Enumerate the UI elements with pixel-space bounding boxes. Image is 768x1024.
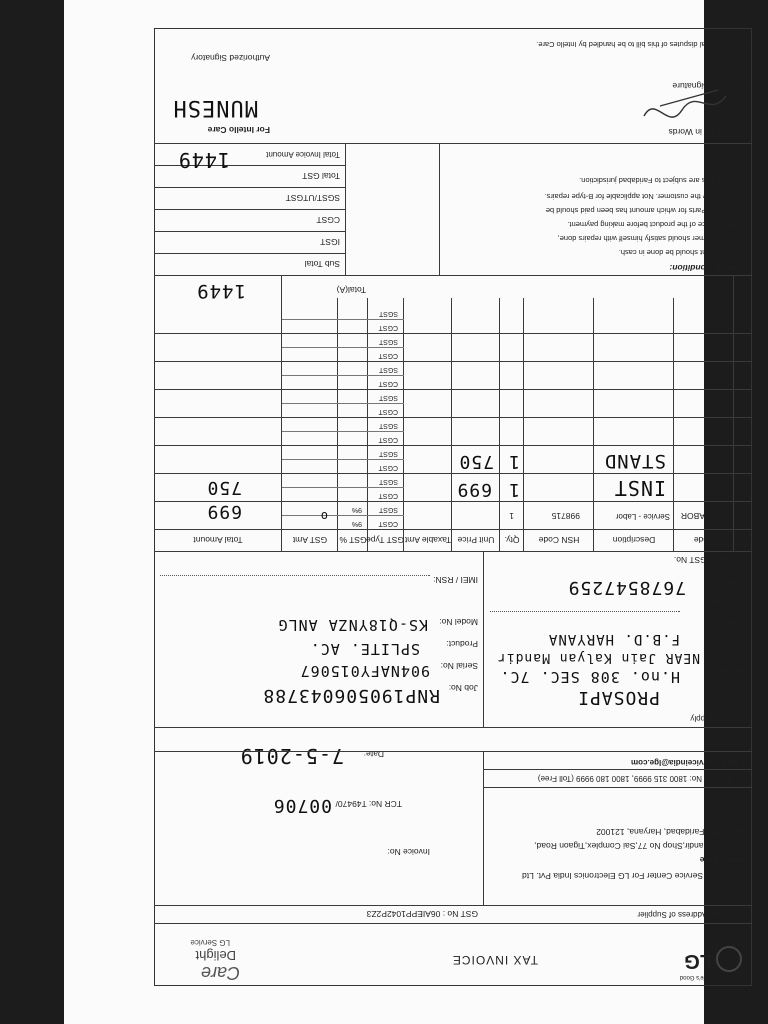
row2-qty: 1	[508, 479, 520, 500]
model-value: KS-Q18YNZA ANLG	[277, 616, 428, 634]
row1-qty: 1	[509, 511, 514, 521]
summary-total-invoice-label: Total Invoice Amount	[266, 150, 340, 159]
gst-type-label: SGST	[378, 422, 398, 429]
gst-subrow-divider	[282, 347, 404, 348]
gst-subrow-divider	[282, 319, 404, 320]
product-value: SPLITE. AC.	[309, 640, 420, 658]
header-gst-type: GST Type	[366, 535, 404, 545]
gst-type-label: CGST	[378, 492, 398, 499]
supplier-line-4: Sector-86, Faridabad, Haryana, 121002	[596, 827, 746, 837]
terms-line-5: retained by the customer. Not applicable for B-type repairs.	[544, 192, 740, 201]
line-above-items	[154, 551, 752, 552]
item-row-divider	[154, 501, 752, 502]
header-description: Description	[612, 535, 656, 545]
header-taxable: Taxable Amt	[404, 535, 452, 545]
col-sep-5	[499, 298, 500, 552]
invoice-sheet	[132, 0, 768, 1010]
item-row-number: 2	[740, 483, 746, 493]
items-header-bottom	[154, 529, 752, 530]
item-row-number: 6	[740, 371, 746, 381]
item-row-divider	[154, 417, 752, 418]
gst-type-label: CGST	[378, 352, 398, 359]
gst-type-label: SGST	[378, 478, 398, 485]
customer-address-2: NEAR Jain Kalyan Mandir	[496, 650, 700, 665]
eoe: E & O.E	[717, 61, 748, 71]
care-brand-line-1: Care	[200, 963, 240, 983]
pin-dots	[490, 611, 680, 612]
row1-total: 699	[206, 501, 242, 522]
product-label: Product:	[446, 639, 478, 649]
serial-value: 904NAFY015067	[299, 662, 430, 680]
customer-divider	[483, 552, 484, 728]
col-sep-6	[451, 298, 452, 552]
lg-brand: LG	[684, 950, 712, 972]
item-row-divider	[154, 389, 752, 390]
customer-name: PROSAPI	[577, 687, 660, 708]
row3-unit-price: 750	[458, 451, 494, 472]
header-qty: Qty.	[504, 535, 520, 545]
header-total: Total Amount	[193, 535, 243, 545]
terms-line-4: 3. Defective Parts for which amount has been paid should be	[545, 206, 748, 215]
total-a-label: Total(A)	[336, 285, 366, 295]
customer-mobile: 7678547259	[567, 577, 686, 598]
total-a-value: 1449	[196, 280, 246, 302]
job-label: Job No:	[448, 683, 478, 693]
supplier-line-3: Near Sai Mandir,Shop No 77,Sai Complex,Tigaon Road,	[534, 841, 746, 851]
item-row-divider	[154, 361, 752, 362]
line-below-summary	[154, 143, 752, 144]
col-sep-7	[403, 298, 404, 552]
gst-subrow-divider	[282, 515, 404, 516]
header-gst-amt: GST Amt	[292, 535, 328, 545]
gst-type-label: SGST	[378, 310, 398, 317]
date-value: 7-5-2019	[239, 744, 344, 768]
model-label: Model No:	[439, 617, 478, 627]
gst-subrow-divider	[282, 487, 404, 488]
terms-title: Terms & Condition:	[669, 263, 748, 273]
invoice-title: TAX INVOICE	[451, 953, 538, 967]
customer-city: F.B.D. HARYANA	[547, 631, 680, 647]
gst-type-label: CGST	[378, 464, 398, 471]
invoice-paper	[64, 0, 749, 1024]
row2-unit-price: 699	[456, 479, 492, 500]
customer-signature-label: Customer Signature	[672, 81, 748, 91]
item-row-number: 4	[740, 427, 746, 437]
summary-sgst-label: SGST/UTGST	[285, 193, 340, 203]
col-sep-8	[367, 298, 368, 552]
customer-signature-scribble	[640, 84, 730, 124]
gst-type-label: SGST	[378, 366, 398, 373]
item-row-divider	[154, 473, 752, 474]
pin-label: Pin Code :	[706, 597, 746, 607]
gst-type-label: CGST	[378, 436, 398, 443]
terms-line-2: 2. The Customer should satisfy himself with repairs done,	[557, 234, 748, 243]
row1-sgst-pct: 9%	[351, 506, 362, 513]
summary-subtotal-label: Sub Total	[304, 259, 340, 269]
terms-line-3: performance of the product before making payment.	[567, 220, 740, 229]
line-below-total-a	[154, 275, 752, 276]
summary-row-divider	[154, 187, 346, 188]
for-intello-care: For Intello Care	[207, 125, 270, 135]
grand-total-label: Grand Total in Words	[668, 127, 748, 137]
summary-igst-label: IGST	[320, 237, 340, 247]
col-sep-9	[337, 298, 338, 552]
email: E-Mail : serviceindia@lge.com	[631, 758, 746, 767]
care-brand-line-3: LG Service	[190, 938, 230, 947]
supplier-gst: GST No : 06AIEPP1042P2Z3	[366, 909, 478, 919]
col-sep-10	[281, 276, 282, 552]
imei-dots	[160, 575, 430, 576]
signature: MUNESH	[172, 95, 258, 120]
header-unit-price: Unit Price	[457, 535, 495, 545]
col-sep-2	[673, 298, 674, 552]
line-below-place-supply	[154, 727, 752, 728]
dark-background-left	[0, 0, 66, 1024]
row3-description: STAND	[603, 450, 666, 472]
item-row-number: 7	[740, 343, 746, 353]
line-above-helpline	[484, 787, 752, 788]
gst-subrow-divider	[282, 431, 404, 432]
summary-row-divider	[154, 253, 346, 254]
gst-type-label: SGST	[378, 506, 398, 513]
date-label: Date:	[363, 749, 384, 759]
tcr-number: 00706	[272, 795, 332, 816]
header-code: Code	[693, 535, 715, 545]
col-sep-3	[593, 298, 594, 552]
place-of-supply: Place of Supply	[690, 714, 746, 723]
gst-type-label: SGST	[378, 394, 398, 401]
col-sep-4	[523, 298, 524, 552]
lg-logo-icon	[716, 946, 742, 972]
gst-type-label: CGST	[378, 380, 398, 387]
invoice-number-label: Invoice No:	[387, 847, 430, 857]
summary-label-divider	[345, 144, 346, 276]
row1-code: SVC-LABOR	[680, 511, 730, 521]
job-value: RNP190506043788	[262, 685, 440, 706]
item-row-number: 3	[740, 455, 746, 465]
summary-row-divider	[154, 231, 346, 232]
gst-type-label: CGST	[378, 324, 398, 331]
summary-total-invoice-value: 1449	[177, 148, 230, 172]
gst-type-label: CGST	[378, 408, 398, 415]
header-sno: S. No.	[737, 533, 749, 548]
lg-tagline: Life's Good	[679, 974, 710, 980]
item-row-number: 5	[740, 399, 746, 409]
helpline: LG Helpline No: 1800 315 9999, 1800 180 9999 (Toll Free)	[537, 774, 746, 783]
supplier-section-label: Name and Address of Supplier	[637, 910, 746, 919]
item-row-number: 8	[740, 315, 746, 325]
item-row-number: 1	[740, 511, 746, 521]
gst-type-label: CGST	[378, 520, 398, 527]
summary-cgst-label: CGST	[316, 215, 340, 225]
header-gst-pct: GST %	[339, 535, 367, 545]
customer-address-1: H.no. 308 SEC. 7C.	[499, 668, 680, 686]
tcr-label: TCR No: T49470/	[335, 799, 402, 809]
line-below-email	[154, 751, 752, 752]
row1-cgst-pct: 9%	[351, 520, 362, 527]
header-hsn: HSN Code	[538, 535, 580, 545]
customer-gst-label: Customer GST No.	[673, 555, 746, 565]
serial-label: Serial No:	[440, 661, 478, 671]
item-row-divider	[154, 445, 752, 446]
supplier-invoice-divider	[483, 752, 484, 906]
terms-summary-divider	[439, 144, 440, 276]
gst-subrow-divider	[282, 459, 404, 460]
gst-subrow-divider	[282, 375, 404, 376]
address-label: Address :	[710, 667, 746, 677]
city-label: City :	[726, 637, 746, 647]
row1-hsn: 998715	[551, 511, 580, 521]
row3-qty: 1	[508, 451, 520, 472]
terms-line-6: 4. All disputes are subject to Faridabad jurisdiction.	[579, 176, 748, 185]
gst-subrow-divider	[282, 403, 404, 404]
line-below-helpline	[484, 769, 752, 770]
authorized-signatory: Authorized Signatory	[191, 53, 270, 63]
care-brand-line-2: Delight	[195, 948, 236, 963]
summary-row-divider	[154, 209, 346, 210]
gst-type-label: SGST	[378, 450, 398, 457]
item-row-divider	[154, 333, 752, 334]
imei-label: IMEI / RSN:	[433, 575, 478, 585]
line-below-header	[154, 923, 752, 924]
supplier-line-2: Intello Care	[699, 855, 746, 865]
line-below-supplier-label	[154, 905, 752, 906]
terms-line-1: 1. All Payment should be done in cash.	[618, 248, 748, 257]
mobile-label: Mobile No:	[705, 577, 746, 587]
row2-description: INST	[613, 476, 666, 500]
summary-total-gst-label: Total GST	[302, 171, 340, 181]
row1-mark: o	[319, 509, 328, 523]
row1-description: Service - Labor	[615, 512, 670, 521]
row2-total: 750	[206, 477, 242, 498]
supplier-line-1: Authorized Service Center For LG Electronics India Pvt. Ltd	[522, 871, 746, 881]
gst-type-label: SGST	[378, 338, 398, 345]
name-label: Name :	[718, 687, 746, 697]
state-label: State :	[721, 617, 746, 627]
legal-note: Note: All Legal disputes of this bill to be handled by Intello Care.	[536, 40, 748, 49]
